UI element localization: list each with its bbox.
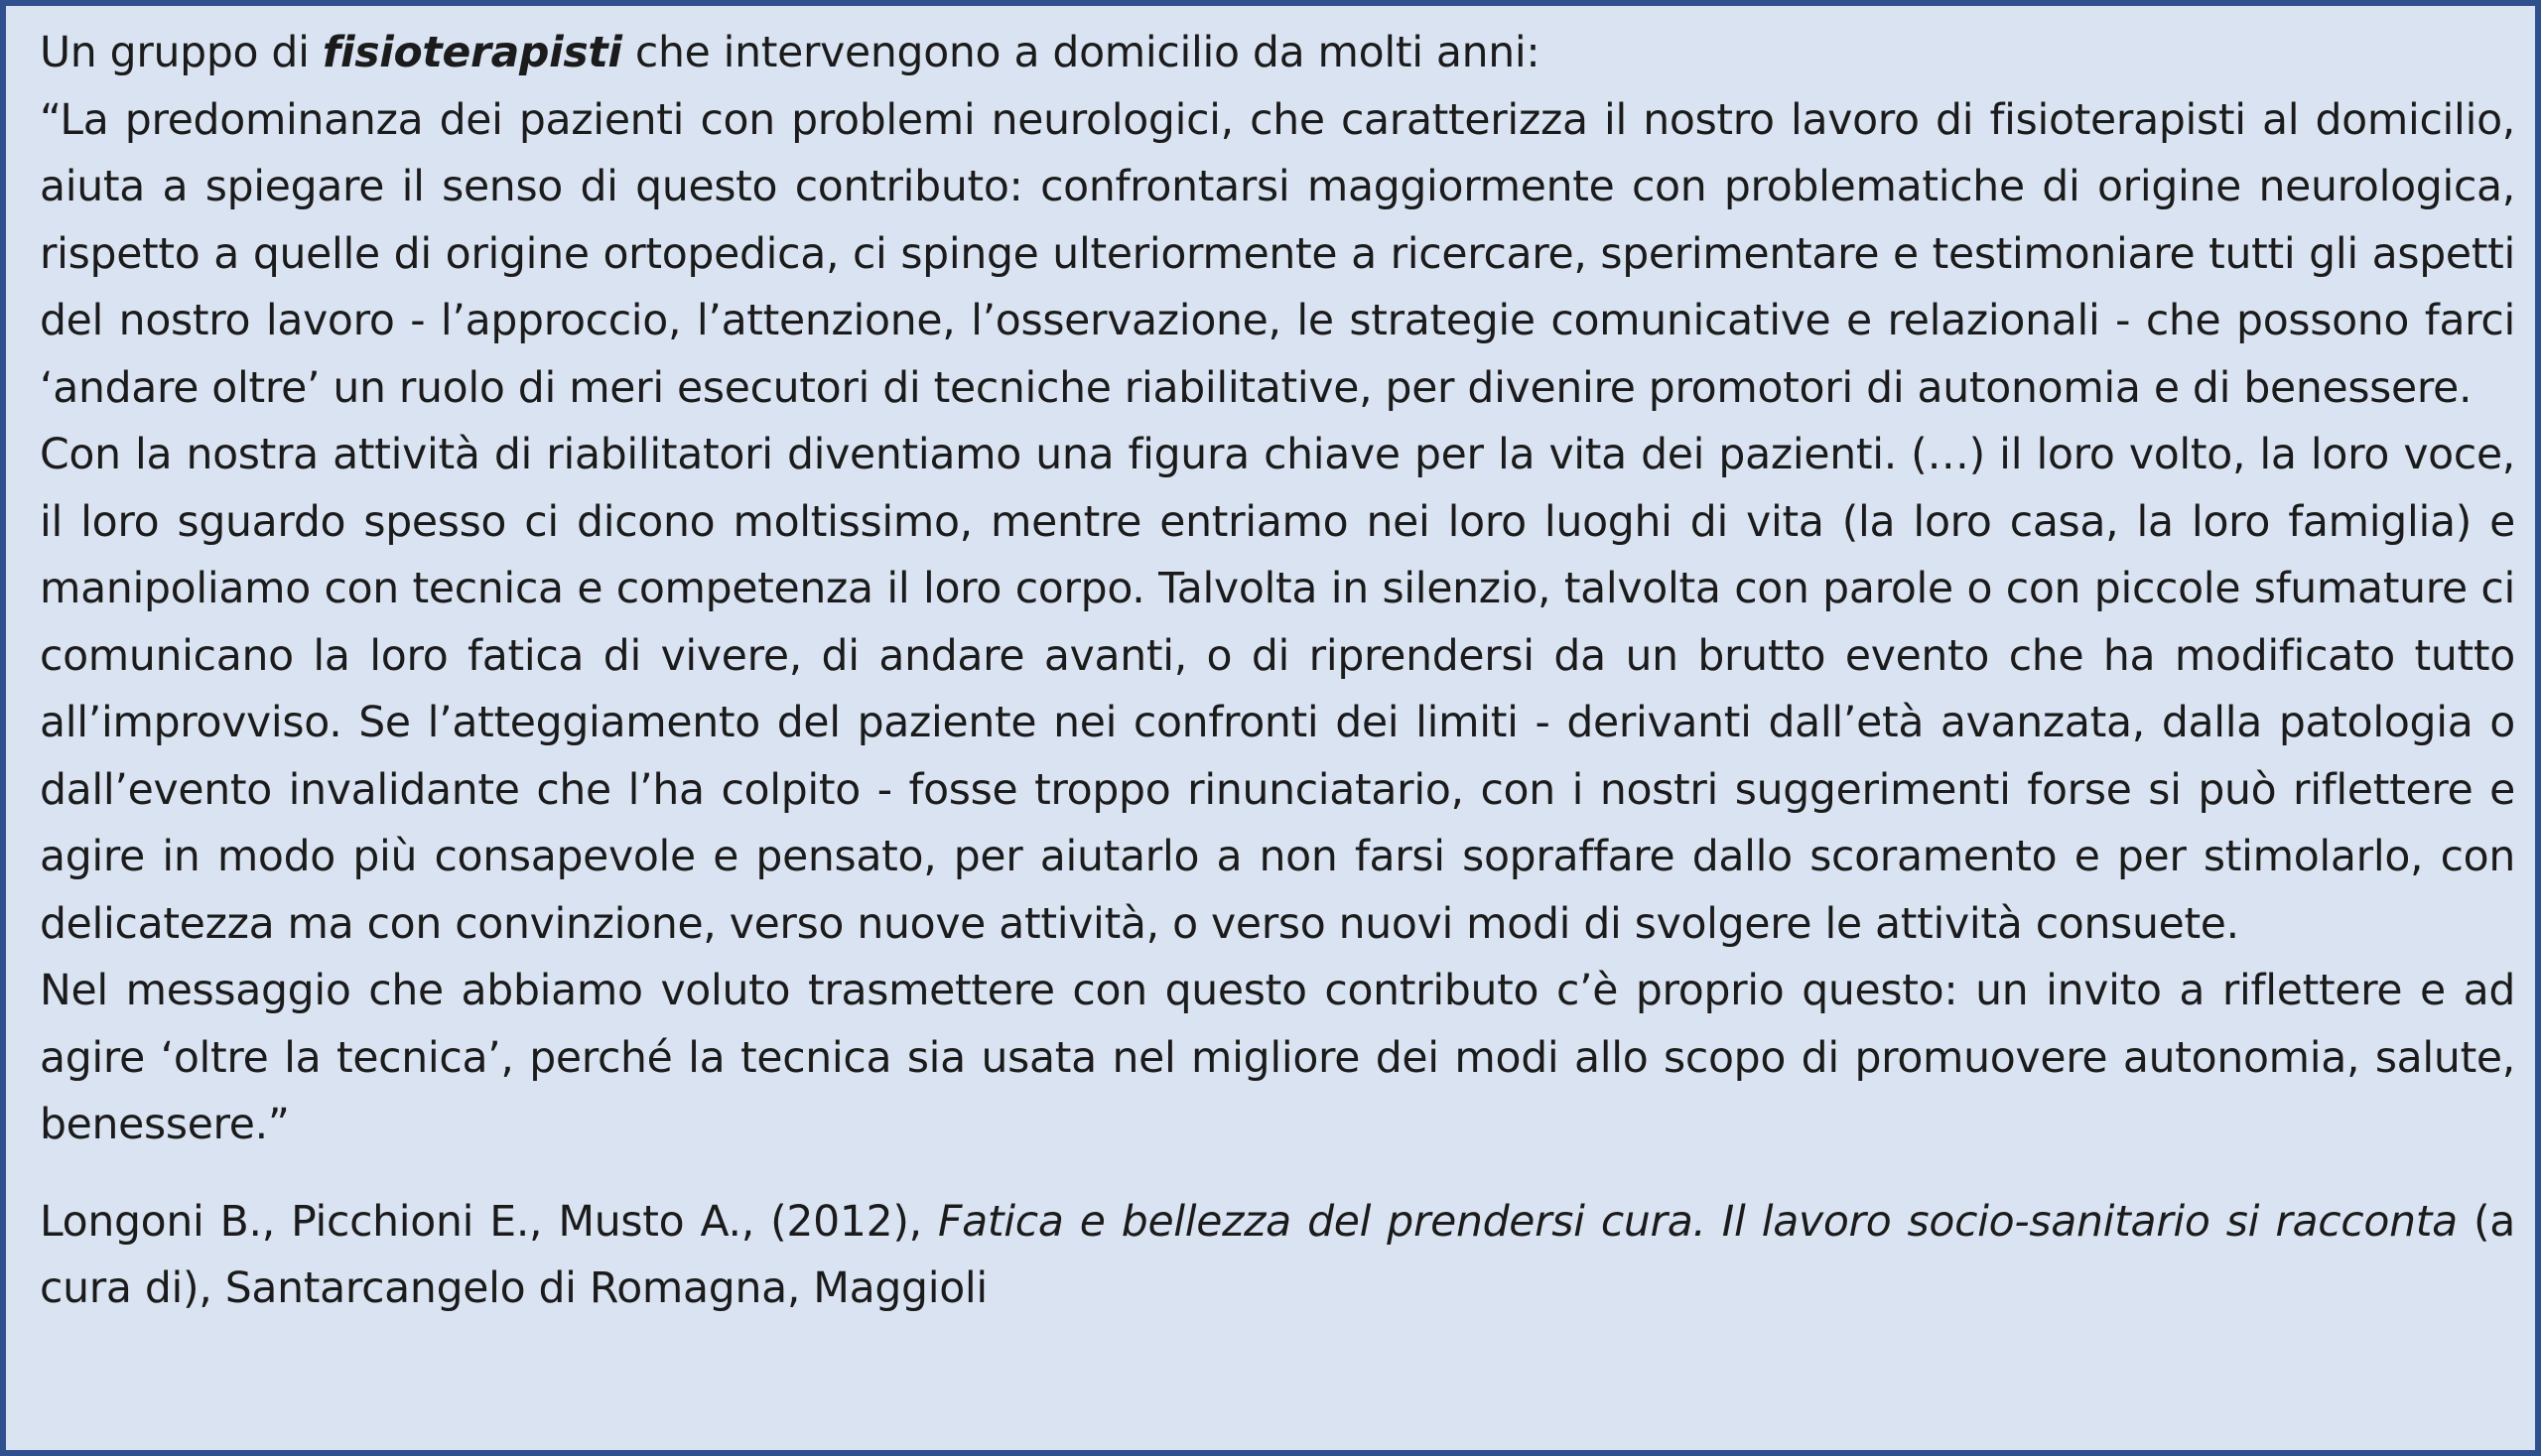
citation-title: Fatica e bellezza del prendersi cura. Il lavoro socio-sanitario si racconta <box>938 1197 2458 1247</box>
citation <box>40 1189 2515 1323</box>
intro-line <box>40 20 2515 87</box>
quote-paragraph-1: “La predominanza dei pazienti con problemi neurologici, che caratterizza il nostro lavoro di fisioterapisti al domicilio, aiuta a spiegare il senso di questo contributo: confrontarsi maggiormente con problematiche di origine neurologica, rispetto a quelle di origine ortopedica, ci spinge ulteriormente a ricercare, sperimentare e testimoniare tutti gli aspetti del nostro lavoro - l’approccio, l’attenzione, l’osservazione, le strategie comunicative e relazionali - che possono farci ‘andare oltre’ un ruolo di meri esecutori di tecniche riabilitative, per divenire promotori di autonomia e di benessere. <box>40 95 2515 413</box>
paragraph-spacer <box>40 1159 2515 1189</box>
intro-before: Un gruppo di <box>40 29 323 77</box>
quote-content <box>40 20 2515 1323</box>
intro-emphasis: fisioterapisti <box>322 29 622 77</box>
quote-paragraph-2: Con la nostra attività di riabilitatori diventiamo una figura chiave per la vita dei pazienti. (…) il loro volto, la loro voce, il loro sguardo spesso ci dicono moltissimo, mentre entriamo nei loro luoghi di vita (la loro casa, la loro famiglia) e manipoliamo con tecnica e competenza il loro corpo. Talvolta in silenzio, talvolta con parole o con piccole sfumature ci comunicano la loro fatica di vivere, di andare avanti, o di riprendersi da un brutto evento che ha modificato tutto all’improvviso. Se l’atteggiamento del paziente nei confronti dei limiti - derivanti dall’età avanzata, dalla patologia o dall’evento invalidante che l’ha colpito - fosse troppo rinunciatario, con i nostri suggerimenti forse si può riflettere e agire in modo più consapevole e pensato, per aiutarlo a non farsi sopraffare dallo scoramento e per stimolarlo, con delicatezza ma con convinzione, verso nuove attività, o verso nuovi modi di svolgere le attività consuete. <box>40 431 2515 949</box>
citation-rest: (a cura di), Santarcangelo di Romagna, Maggioli <box>40 1197 2516 1313</box>
intro-after: che intervengono a domicilio da molti anni: <box>621 29 1540 77</box>
citation-authors: Longoni B., Picchioni E., Musto A., (2012), <box>40 1197 939 1247</box>
quote-paragraph-3: Nel messaggio che abbiamo voluto trasmettere con questo contributo c’è proprio questo: un invito a riflettere e ad agire ‘oltre la tecnica’, perché la tecnica sia usata nel migliore dei modi allo scopo di promuovere autonomia, salute, benessere.” <box>40 967 2515 1149</box>
